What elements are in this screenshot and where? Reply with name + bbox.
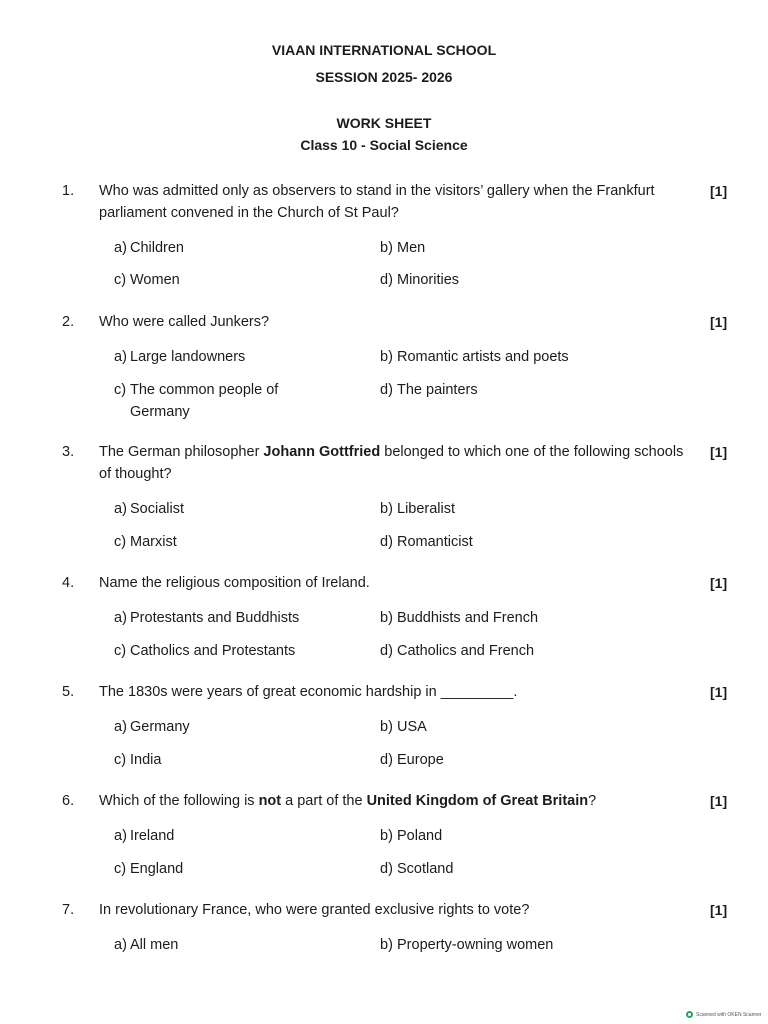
question-marks: [1] [710, 314, 728, 330]
question-number: 7. [62, 902, 75, 918]
scanner-watermark [686, 1011, 762, 1018]
scanner-logo-icon [686, 1011, 693, 1018]
class-subject: Class 10 - Social Science [300, 137, 468, 153]
question-text: The 1830s were years of great economic hardship in _________. [99, 684, 518, 700]
scanner-text: Scanned with OKEN Scanner [696, 1011, 762, 1018]
worksheet-title: WORK SHEET [336, 115, 432, 131]
question-marks: [1] [710, 793, 728, 809]
question-text: Name the religious composition of Ireland. [99, 575, 370, 591]
question-text: Which of the following is not a part of the United Kingdom of Great Britain? [99, 793, 597, 809]
question-marks: [1] [710, 575, 728, 591]
question-text: The German philosopher Johann Gottfried belonged to which one of the following schools of thought? [99, 444, 684, 482]
question-marks: [1] [710, 902, 728, 918]
question-number: 6. [62, 793, 75, 809]
question-number: 1. [62, 183, 75, 199]
question-text: Who was admitted only as observers to stand in the visitors’ gallery when the Frankfurt parliament convened in the Church of St Paul? [99, 183, 655, 221]
question-text: In revolutionary France, who were granted exclusive rights to vote? [99, 902, 530, 918]
school-name: VIAAN INTERNATIONAL SCHOOL [271, 42, 497, 58]
question-number: 3. [62, 444, 75, 460]
question-marks: [1] [710, 444, 728, 460]
question-marks: [1] [710, 684, 728, 700]
question-number: 2. [62, 314, 75, 330]
question-marks: [1] [710, 183, 728, 199]
session: SESSION 2025- 2026 [315, 69, 453, 85]
question-number: 5. [62, 684, 75, 700]
question-text: Who were called Junkers? [99, 314, 270, 330]
question-number: 4. [62, 575, 75, 591]
